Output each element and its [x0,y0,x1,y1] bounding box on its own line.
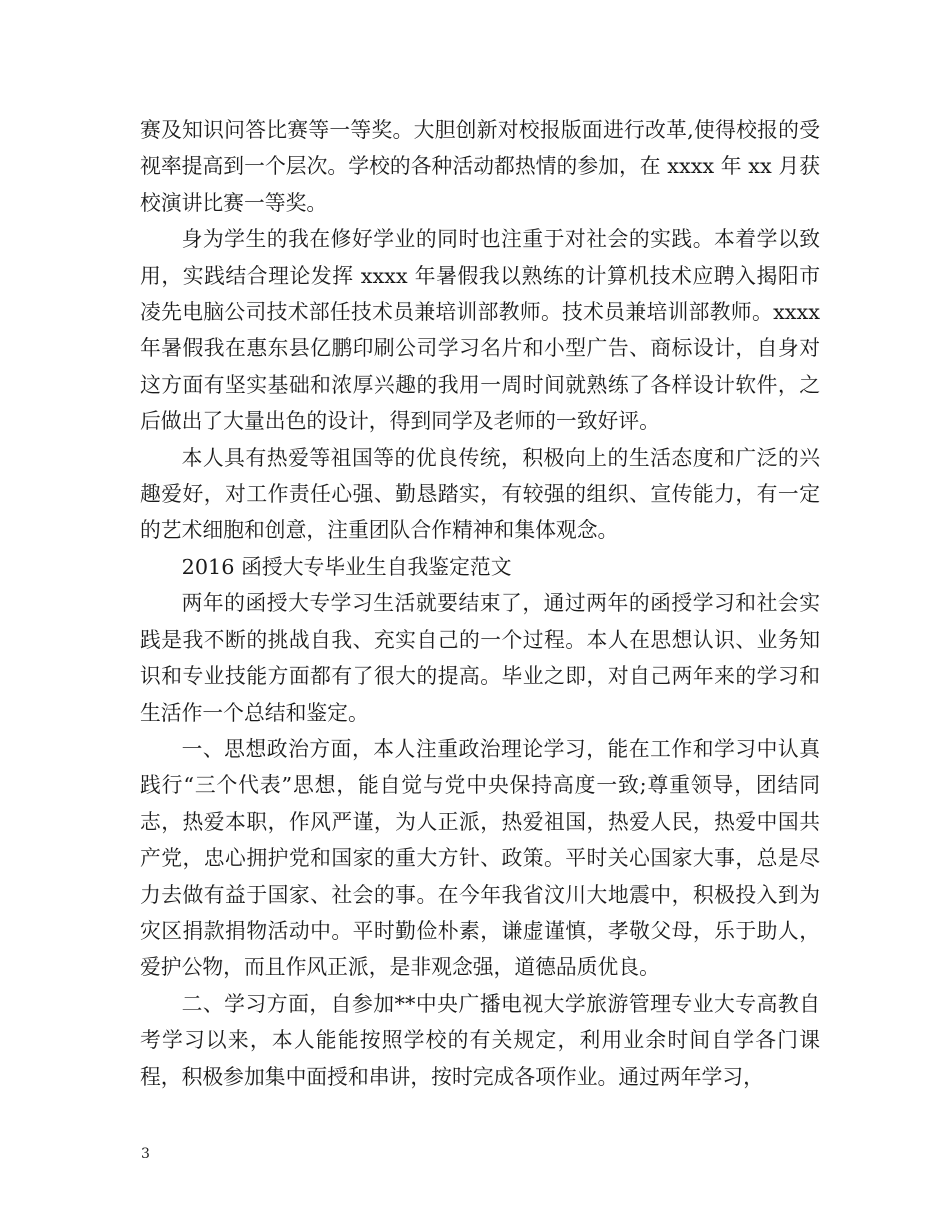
paragraph-2: 身为学生的我在修好学业的同时也注重于对社会的实践。本着学以致用，实践结合理论发挥 xxxx 年暑假我以熟练的计算机技术应聘入揭阳市凌先电脑公司技术部任技术员兼培训部教师。技术员兼培训部教师。xxxx 年暑假我在惠东县亿鹏印刷公司学习名片和小型广告、商标设计，自身对这方面有坚实基础和浓厚兴趣的我用一周时间就熟练了各样设计软件，之后做出了大量出色的设计，得到同学及老师的一致好评。 [140,227,820,434]
page-number: 3 [141,1146,150,1162]
paragraph-5: 两年的函授大专学习生活就要结束了，通过两年的函授学习和社会实践是我不断的挑战自我、充实自己的一个过程。本人在思想认识、业务知识和专业技能方面都有了很大的提高。毕业之即，对自己两年来的学习和生活作一个总结和鉴定。 [140,591,820,725]
paragraph-1: 赛及知识问答比赛等一等奖。大胆创新对校报版面进行改革,使得校报的受视率提高到一个层次。学校的各种活动都热情的参加，在 xxxx 年 xx 月获校演讲比赛一等奖。 [140,118,820,215]
paragraph-6: 一、思想政治方面，本人注重政治理论学习，能在工作和学习中认真践行“三个代表”思想，能自觉与党中央保持高度一致;尊重领导，团结同志，热爱本职，作风严谨，为人正派，热爱祖国，热爱人民，热爱中国共产党，忠心拥护党和国家的重大方针、政策。平时关心国家大事，总是尽力去做有益于国家、社会的事。在今年我省汶川大地震中，积极投入到为灾区捐款捐物活动中。平时勤俭朴素，谦虚谨慎，孝敬父母，乐于助人，爱护公物，而且作风正派，是非观念强，道德品质优良。 [140,736,820,980]
paragraph-3: 本人具有热爱等祖国等的优良传统，积极向上的生活态度和广泛的兴趣爱好，对工作责任心强、勤恳踏实，有较强的组织、宣传能力，有一定的艺术细胞和创意，注重团队合作精神和集体观念。 [140,445,820,543]
body-text [140,112,820,1095]
section-heading: 2016 函授大专毕业生自我鉴定范文 [181,554,512,579]
paragraph-7: 二、学习方面，自参加**中央广播电视大学旅游管理专业大专高教自考学习以来，本人能能按照学校的有关规定，利用业余时间自学各门课程，积极参加集中面授和串讲，按时完成各项作业。通过两年学习， [140,991,820,1089]
